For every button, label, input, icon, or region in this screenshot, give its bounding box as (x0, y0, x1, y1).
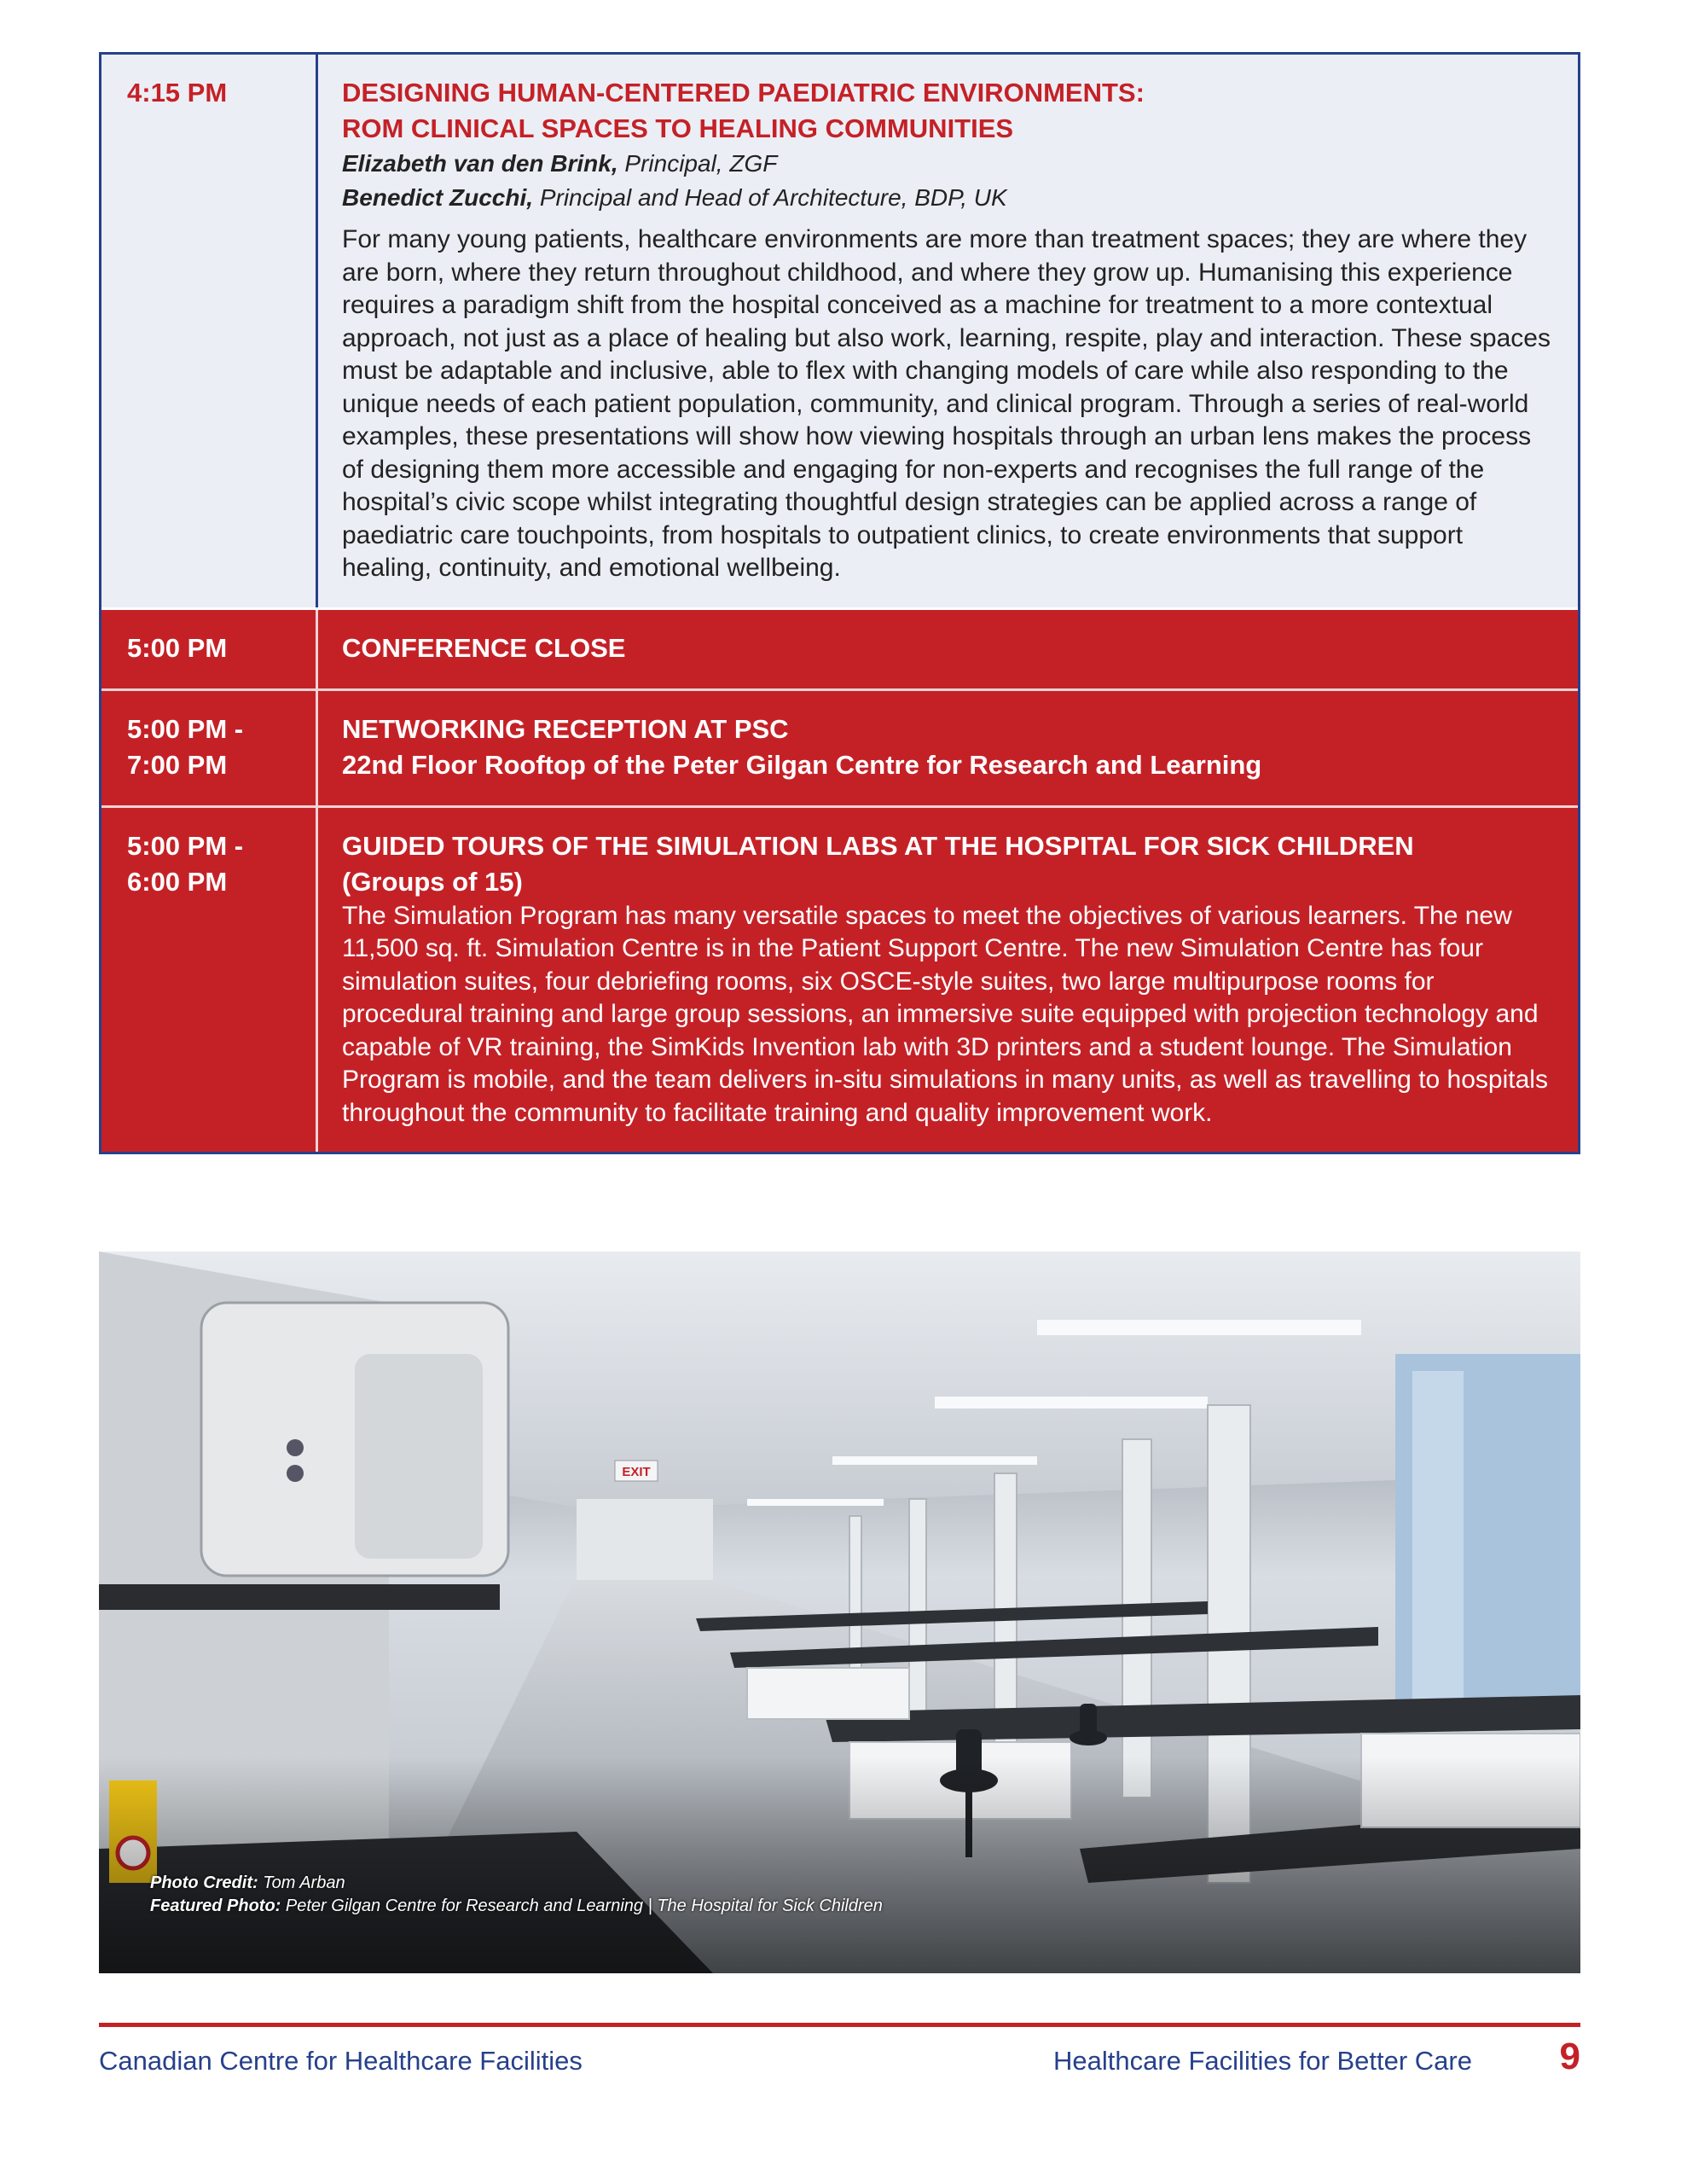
session-subtitle: 22nd Floor Rooftop of the Peter Gilgan Centre for Research and Learning (342, 749, 1262, 780)
lab-illustration (99, 1252, 1580, 1973)
session-title (342, 75, 1557, 147)
footer-tagline: Healthcare Facilities for Better Care (1052, 2046, 1472, 2076)
photo-credit-label: Photo Credit: (150, 1873, 258, 1892)
session-title: GUIDED TOURS OF THE SIMULATION LABS AT THE HOSPITAL FOR SICK CHILDREN (342, 830, 1414, 861)
session-time: 5:00 PM (101, 610, 318, 688)
session-time-start: 5:00 PM - (127, 713, 244, 744)
session-time-end: 6:00 PM (127, 866, 228, 897)
session-subtitle: (Groups of 15) (342, 866, 523, 897)
session-title: CONFERENCE CLOSE (342, 632, 626, 663)
session-description: The Simulation Program has many versatile spaces to meet the objectives of various learners. The new 11,500 sq. ft. Simulation Centre is in the Patient Support Centre. The new Simulation Centre has four simulation suites, four debriefing rooms, six OSCE-style suites, two large multipurpose rooms for procedural training and large group sessions, an immersive suite equipped with projection technology and capable of VR training, the SimKids Invention lab with 3D printers and a student lounge. The Simulation Program is mobile, and the team delivers in-situ simulations in many units, as well as travelling to hospitals throughout the community to facilitate training and quality improvement work. (342, 901, 1548, 1127)
session-time-end: 7:00 PM (127, 749, 228, 780)
featured-photo-caption (150, 1896, 883, 1916)
featured-photo-value: Peter Gilgan Centre for Research and Learning | The Hospital for Sick Children (281, 1896, 883, 1915)
session-title-line1: DESIGNING HUMAN-CENTERED PAEDIATRIC ENVIRONMENTS: (342, 78, 1145, 107)
page-number: 9 (1559, 2036, 1580, 2077)
session-content (318, 808, 1578, 1153)
session-content (318, 691, 1578, 805)
speaker-1-role: Principal, ZGF (617, 150, 778, 177)
session-title-line2: ROM CLINICAL SPACES TO HEALING COMMUNITIES (342, 113, 1014, 143)
photo-credit (150, 1873, 345, 1893)
session-time-start: 5:00 PM - (127, 830, 244, 861)
schedule-table (99, 52, 1580, 1154)
session-time: 4:15 PM (101, 55, 318, 607)
footer-organization: Canadian Centre for Healthcare Facilities (99, 2046, 583, 2076)
session-content (318, 610, 1578, 688)
speaker-1 (342, 147, 1557, 181)
session-description: For many young patients, healthcare environments are more than treatment spaces; they are where they are born, where they return throughout childhood, and where they grow up. Humanising this experience requires a paradigm shift from the hospital conceived as a machine for treatment to a more contextual approach, not just as a place of healing but also work, learning, respite, play and interaction. These spaces must be adaptable and inclusive, able to flex with changing models of care while also responding to the unique needs of each patient population, community, and clinical program. Through a series of real-world examples, these presentations will show how viewing hospitals through an urban lens makes the process of designing them more accessible and engaging for non-experts and recognises the full range of the hospital’s civic scope whilst integrating thoughtful design strategies can be applied across a range of paediatric care touchpoints, from hospitals to outpatient clinics, to create environments that support healing, continuity, and emotional wellbeing. (342, 225, 1551, 582)
speaker-1-name: Elizabeth van den Brink, (342, 150, 618, 177)
schedule-row-reception (101, 688, 1578, 805)
featured-photo (99, 1252, 1580, 1973)
session-time (101, 808, 318, 1153)
session-time (101, 691, 318, 805)
photo-credit-value: Tom Arban (258, 1873, 345, 1892)
session-content (318, 55, 1578, 607)
schedule-row-415 (101, 55, 1578, 607)
session-title: NETWORKING RECEPTION AT PSC (342, 713, 789, 744)
schedule-row-close (101, 607, 1578, 688)
footer-divider (99, 2023, 1580, 2027)
speaker-2-name: Benedict Zucchi, (342, 184, 534, 211)
speaker-2-role: Principal and Head of Architecture, BDP, UK (533, 184, 1007, 211)
featured-photo-label: Featured Photo: (150, 1896, 281, 1915)
speaker-2 (342, 181, 1557, 215)
schedule-row-tours (101, 805, 1578, 1153)
